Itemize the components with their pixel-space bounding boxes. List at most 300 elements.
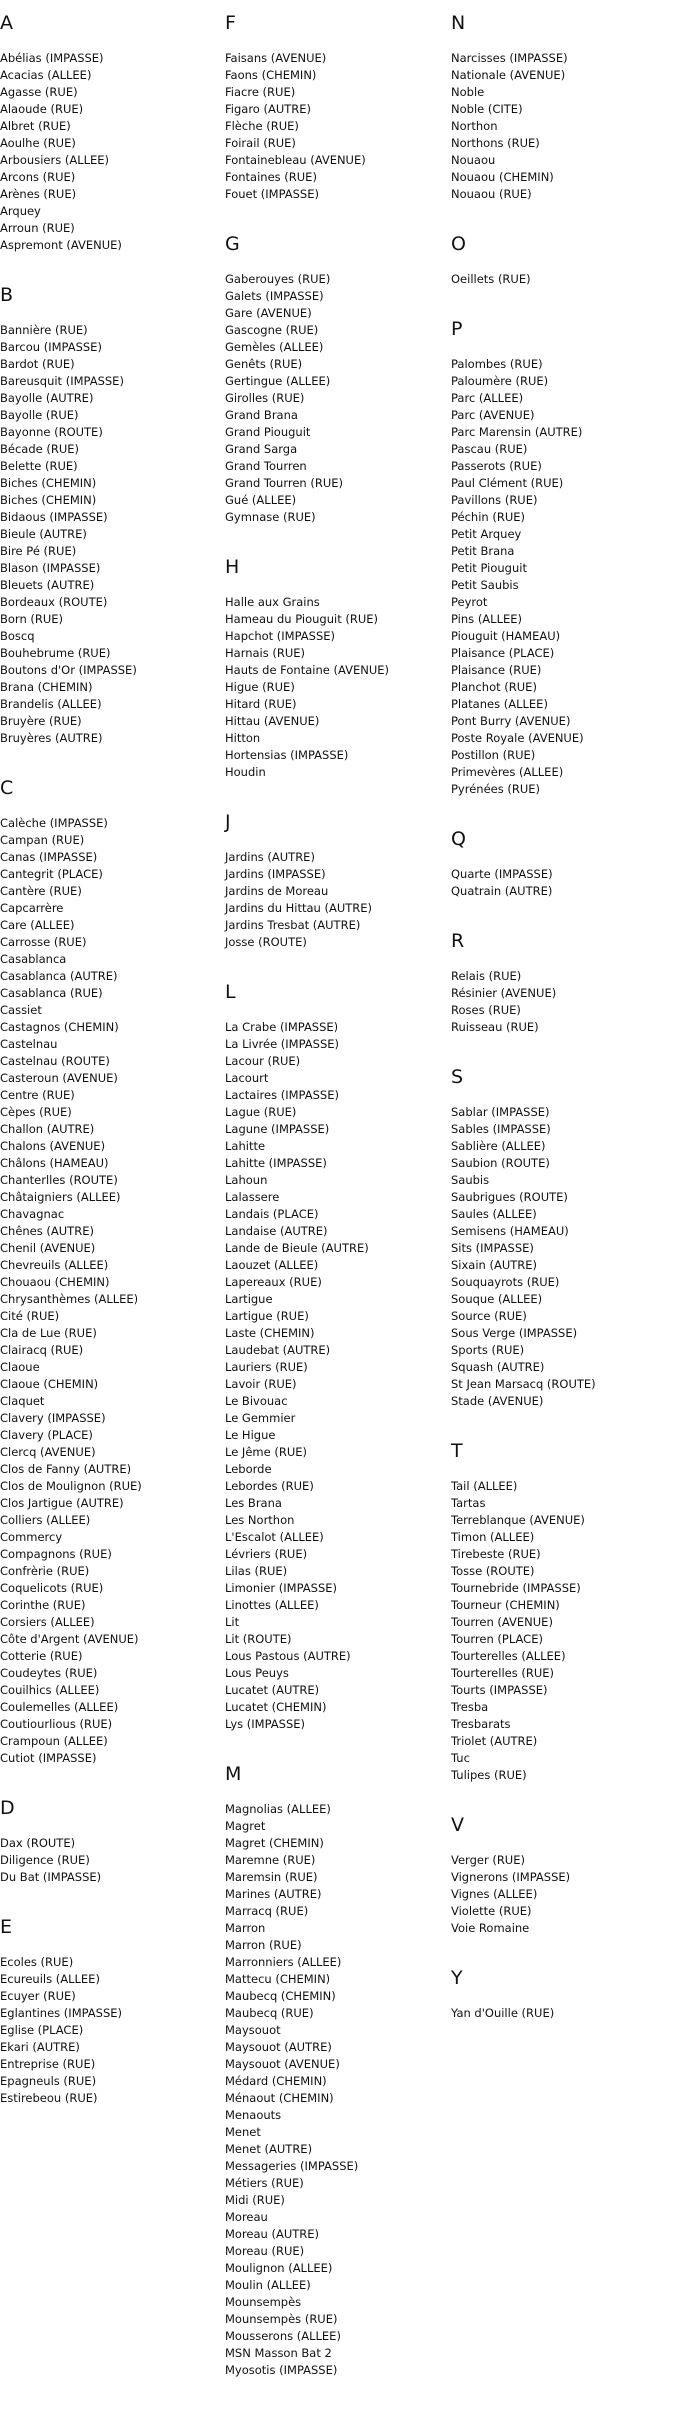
street-name: Aoulhe (RUE) xyxy=(0,136,76,150)
street-name: Gué (ALLEE) xyxy=(225,493,297,507)
index-column-2 xyxy=(225,12,435,2409)
section-letter-heading: B xyxy=(0,284,14,306)
street-name: Maubecq (CHEMIN) xyxy=(225,1989,336,2003)
street-name: Bareusquit (IMPASSE) xyxy=(0,374,124,388)
street-name: Halle aux Grains xyxy=(225,595,320,609)
street-name: St Jean Marsacq (ROUTE) xyxy=(451,1377,596,1391)
street-name: Grand Tourren xyxy=(225,459,307,473)
street-name: Cotterie (RUE) xyxy=(0,1649,83,1663)
street-list xyxy=(451,1478,661,1784)
section-letter-heading: F xyxy=(225,12,236,34)
street-name: Gaberouyes (RUE) xyxy=(225,272,331,286)
street-name: La Crabe (IMPASSE) xyxy=(225,1020,339,1034)
street-name: Calèche (IMPASSE) xyxy=(0,816,108,830)
street-name: Terreblanque (AVENUE) xyxy=(451,1513,585,1527)
street-name: Lavoir (RUE) xyxy=(225,1377,297,1391)
street-name: Jardins (AUTRE) xyxy=(225,850,315,864)
street-name: Lahitte (IMPASSE) xyxy=(225,1156,327,1170)
index-column-3 xyxy=(451,12,661,2052)
street-name: Fouet (IMPASSE) xyxy=(225,187,319,201)
street-name: Mattecu (CHEMIN) xyxy=(225,1972,331,1986)
street-name: Pont Burry (AVENUE) xyxy=(451,714,571,728)
street-list xyxy=(0,322,210,747)
street-name: Péchin (RUE) xyxy=(451,510,525,524)
street-name: Squash (AUTRE) xyxy=(451,1360,545,1374)
street-name: Nationale (AVENUE) xyxy=(451,68,566,82)
street-name: Pins (ALLEE) xyxy=(451,612,522,626)
street-list xyxy=(0,1835,210,1886)
street-name: Lévriers (RUE) xyxy=(225,1547,308,1561)
street-name: Tournebride (IMPASSE) xyxy=(451,1581,581,1595)
street-name: Maysouot xyxy=(225,2023,281,2037)
street-name: Girolles (RUE) xyxy=(225,391,305,405)
street-name: Semisens (HAMEAU) xyxy=(451,1224,569,1238)
street-name: Clercq (AVENUE) xyxy=(0,1445,96,1459)
section-letter-heading: Y xyxy=(451,1967,463,1989)
street-name: Peyrot xyxy=(451,595,488,609)
street-name: Lebordes (RUE) xyxy=(225,1479,314,1493)
street-name: Moulin (ALLEE) xyxy=(225,2278,311,2292)
street-name: Nouaou (RUE) xyxy=(451,187,532,201)
letter-section xyxy=(0,1797,210,1886)
street-name: Jardins Tresbat (AUTRE) xyxy=(225,918,361,932)
street-name: Arènes (RUE) xyxy=(0,187,77,201)
street-name: Brandelis (ALLEE) xyxy=(0,697,102,711)
street-name: Barcou (IMPASSE) xyxy=(0,340,102,354)
street-name: Tourts (IMPASSE) xyxy=(451,1683,548,1697)
street-name: Roses (RUE) xyxy=(451,1003,521,1017)
street-name: Petit Piouguit xyxy=(451,561,527,575)
street-name: Laouzet (ALLEE) xyxy=(225,1258,319,1272)
street-name: Genêts (RUE) xyxy=(225,357,303,371)
street-name: Poste Royale (AVENUE) xyxy=(451,731,584,745)
street-name: Bannière (RUE) xyxy=(0,323,88,337)
letter-section xyxy=(225,811,435,951)
street-name: Ekari (AUTRE) xyxy=(0,2040,80,2054)
street-name: Blason (IMPASSE) xyxy=(0,561,101,575)
street-name: Jardins du Hittau (AUTRE) xyxy=(225,901,373,915)
street-name: Bruyères (AUTRE) xyxy=(0,731,103,745)
street-name: Cla de Lue (RUE) xyxy=(0,1326,97,1340)
street-name: Faisans (AVENUE) xyxy=(225,51,327,65)
street-name: Castelnau (ROUTE) xyxy=(0,1054,110,1068)
street-name: Maysouot (AUTRE) xyxy=(225,2040,332,2054)
street-name: Lapereaux (RUE) xyxy=(225,1275,322,1289)
street-name: Bécade (RUE) xyxy=(0,442,80,456)
street-list xyxy=(451,1104,661,1410)
street-name: Hauts de Fontaine (AVENUE) xyxy=(225,663,389,677)
street-name: Alaoude (RUE) xyxy=(0,102,84,116)
street-name: Aspremont (AVENUE) xyxy=(0,238,122,252)
street-name: Moreau (RUE) xyxy=(225,2244,305,2258)
street-name: Campan (RUE) xyxy=(0,833,85,847)
street-name: Leborde xyxy=(225,1462,272,1476)
street-name: Boscq xyxy=(0,629,35,643)
street-name: Marracq (RUE) xyxy=(225,1904,309,1918)
street-name: Noble (CITE) xyxy=(451,102,523,116)
street-name: Saubrigues (ROUTE) xyxy=(451,1190,568,1204)
street-list xyxy=(451,271,661,288)
street-name: Vignerons (IMPASSE) xyxy=(451,1870,571,1884)
street-name: Casablanca (AUTRE) xyxy=(0,969,118,983)
street-list xyxy=(0,815,210,1767)
street-name: Lactaires (IMPASSE) xyxy=(225,1088,339,1102)
street-name: Lit (ROUTE) xyxy=(225,1632,292,1646)
street-name: Petit Saubis xyxy=(451,578,519,592)
street-name: Grand Piouguit xyxy=(225,425,311,439)
street-name: Planchot (RUE) xyxy=(451,680,537,694)
street-name: Challon (AUTRE) xyxy=(0,1122,95,1136)
street-name: Faons (CHEMIN) xyxy=(225,68,317,82)
street-name: Grand Sarga xyxy=(225,442,298,456)
street-name: Parc (AVENUE) xyxy=(451,408,535,422)
street-name: Boutons d'Or (IMPASSE) xyxy=(0,663,137,677)
street-name: Gascogne (RUE) xyxy=(225,323,319,337)
street-name: Ruisseau (RUE) xyxy=(451,1020,539,1034)
street-name: Paul Clément (RUE) xyxy=(451,476,564,490)
street-name: Foirail (RUE) xyxy=(225,136,296,150)
street-name: Souquayrots (RUE) xyxy=(451,1275,560,1289)
street-name: Capcarrère xyxy=(0,901,64,915)
street-name: Lous Pastous (AUTRE) xyxy=(225,1649,351,1663)
street-name: Ecuyer (RUE) xyxy=(0,1989,76,2003)
street-list xyxy=(225,50,435,203)
street-name: Tulipes (RUE) xyxy=(451,1768,527,1782)
street-name: Lauriers (RUE) xyxy=(225,1360,308,1374)
street-name: Centre (RUE) xyxy=(0,1088,75,1102)
street-name: Clos de Fanny (AUTRE) xyxy=(0,1462,132,1476)
street-name: Le Bivouac xyxy=(225,1394,288,1408)
street-name: Marines (AUTRE) xyxy=(225,1887,322,1901)
street-name: Parc (ALLEE) xyxy=(451,391,524,405)
street-name: Carrosse (RUE) xyxy=(0,935,87,949)
section-letter-heading: O xyxy=(451,233,466,255)
street-name: Limonier (IMPASSE) xyxy=(225,1581,338,1595)
street-name: Hitton xyxy=(225,731,261,745)
street-name: MSN Masson Bat 2 xyxy=(225,2346,332,2360)
street-name: Sablar (IMPASSE) xyxy=(451,1105,550,1119)
street-name: Ecoles (RUE) xyxy=(0,1955,74,1969)
street-name: Violette (RUE) xyxy=(451,1904,532,1918)
street-name: Lande de Bieule (AUTRE) xyxy=(225,1241,369,1255)
street-name: Tourren (AVENUE) xyxy=(451,1615,553,1629)
street-name: Dax (ROUTE) xyxy=(0,1836,76,1850)
street-name: Magret xyxy=(225,1819,266,1833)
street-name: Passerots (RUE) xyxy=(451,459,542,473)
section-letter-heading: L xyxy=(225,981,236,1003)
street-name: Arcons (RUE) xyxy=(0,170,76,184)
street-name: Platanes (ALLEE) xyxy=(451,697,548,711)
street-name: Plaisance (PLACE) xyxy=(451,646,555,660)
street-name: Cité (RUE) xyxy=(0,1309,60,1323)
street-name: Eglise (PLACE) xyxy=(0,2023,84,2037)
street-name: Sports (RUE) xyxy=(451,1343,525,1357)
street-name: Résinier (AVENUE) xyxy=(451,986,557,1000)
street-name: Le Higue xyxy=(225,1428,276,1442)
street-name: Sables (IMPASSE) xyxy=(451,1122,551,1136)
street-name: Menaouts xyxy=(225,2108,282,2122)
street-name: Casteroun (AVENUE) xyxy=(0,1071,118,1085)
street-name: Pyrénées (RUE) xyxy=(451,782,541,796)
street-list xyxy=(225,1801,435,2379)
letter-section xyxy=(451,930,661,1036)
street-name: Flèche (RUE) xyxy=(225,119,299,133)
street-name: Biches (CHEMIN) xyxy=(0,493,97,507)
street-name: Casablanca (RUE) xyxy=(0,986,103,1000)
street-name: Chenil (AVENUE) xyxy=(0,1241,96,1255)
street-name: Stade (AVENUE) xyxy=(451,1394,544,1408)
letter-section xyxy=(225,233,435,526)
letter-section xyxy=(451,1967,661,2022)
street-name: Maysouot (AVENUE) xyxy=(225,2057,340,2071)
street-name: Menet xyxy=(225,2125,261,2139)
street-name: Gertingue (ALLEE) xyxy=(225,374,331,388)
street-name: Fontaines (RUE) xyxy=(225,170,317,184)
street-name: Cèpes (RUE) xyxy=(0,1105,72,1119)
street-name: Arroun (RUE) xyxy=(0,221,75,235)
street-name: Tourterelles (RUE) xyxy=(451,1666,555,1680)
street-name: Chalons (AVENUE) xyxy=(0,1139,106,1153)
street-name: Plaisance (RUE) xyxy=(451,663,542,677)
street-name: Les Northon xyxy=(225,1513,295,1527)
letter-section xyxy=(225,981,435,1733)
street-name: Bleuets (AUTRE) xyxy=(0,578,95,592)
street-name: Marron (RUE) xyxy=(225,1938,302,1952)
street-name: Houdin xyxy=(225,765,266,779)
street-name: Timon (ALLEE) xyxy=(451,1530,535,1544)
street-name: Maremne (RUE) xyxy=(225,1853,316,1867)
section-letter-heading: S xyxy=(451,1066,464,1088)
street-name: Yan d'Ouille (RUE) xyxy=(451,2006,555,2020)
street-name: Care (ALLEE) xyxy=(0,918,75,932)
street-name: Diligence (RUE) xyxy=(0,1853,90,1867)
street-name: Magret (CHEMIN) xyxy=(225,1836,324,1850)
street-list xyxy=(225,594,435,781)
street-name: Lagune (IMPASSE) xyxy=(225,1122,330,1136)
street-name: Lucatet (AUTRE) xyxy=(225,1683,320,1697)
street-name: Cassiet xyxy=(0,1003,42,1017)
street-name: Quatrain (AUTRE) xyxy=(451,884,553,898)
letter-section xyxy=(0,12,210,254)
street-name: Tosse (ROUTE) xyxy=(451,1564,535,1578)
street-name: Mounsempès xyxy=(225,2295,302,2309)
street-name: Laste (CHEMIN) xyxy=(225,1326,315,1340)
street-name: Hittau (AVENUE) xyxy=(225,714,320,728)
street-name: Petit Arquey xyxy=(451,527,522,541)
letter-section xyxy=(0,284,210,747)
street-name: Chrysanthèmes (ALLEE) xyxy=(0,1292,139,1306)
street-name: Bayolle (RUE) xyxy=(0,408,79,422)
street-name: Arquey xyxy=(0,204,41,218)
section-letter-heading: H xyxy=(225,556,240,578)
street-name: Bieule (AUTRE) xyxy=(0,527,87,541)
street-name: Narcisses (IMPASSE) xyxy=(451,51,568,65)
street-name: Les Brana xyxy=(225,1496,282,1510)
street-name: Cutiot (IMPASSE) xyxy=(0,1751,97,1765)
street-name: Arbousiers (ALLEE) xyxy=(0,153,110,167)
letter-section xyxy=(451,828,661,900)
street-name: Higue (RUE) xyxy=(225,680,295,694)
street-list xyxy=(451,356,661,798)
street-list xyxy=(0,1954,210,2107)
street-name: Mousserons (ALLEE) xyxy=(225,2329,341,2343)
section-letter-heading: E xyxy=(0,1916,13,1938)
street-name: Gemèles (ALLEE) xyxy=(225,340,324,354)
street-name: Souque (ALLEE) xyxy=(451,1292,543,1306)
section-letter-heading: D xyxy=(0,1797,15,1819)
street-name: Primevères (ALLEE) xyxy=(451,765,564,779)
street-list xyxy=(451,968,661,1036)
street-name: Chênes (AUTRE) xyxy=(0,1224,94,1238)
street-name: Chavagnac xyxy=(0,1207,65,1221)
street-name: Coulemelles (ALLEE) xyxy=(0,1700,119,1714)
street-name: Clos Jartigue (AUTRE) xyxy=(0,1496,124,1510)
section-letter-heading: T xyxy=(451,1440,463,1462)
street-name: Quarte (IMPASSE) xyxy=(451,867,553,881)
street-list xyxy=(225,849,435,951)
street-name: Messageries (IMPASSE) xyxy=(225,2159,359,2173)
street-name: Castagnos (CHEMIN) xyxy=(0,1020,119,1034)
street-name: Landais (PLACE) xyxy=(225,1207,319,1221)
street-name: L'Escalot (ALLEE) xyxy=(225,1530,324,1544)
street-name: Commercy xyxy=(0,1530,63,1544)
street-name: Marron xyxy=(225,1921,266,1935)
street-name: Clos de Moulignon (RUE) xyxy=(0,1479,142,1493)
street-name: Moreau (AUTRE) xyxy=(225,2227,320,2241)
letter-section xyxy=(451,318,661,798)
section-letter-heading: G xyxy=(225,233,240,255)
street-name: Tuc xyxy=(451,1751,470,1765)
street-name: Biches (CHEMIN) xyxy=(0,476,97,490)
street-name: Compagnons (RUE) xyxy=(0,1547,112,1561)
street-name: Lys (IMPASSE) xyxy=(225,1717,306,1731)
street-name: Lartigue (RUE) xyxy=(225,1309,309,1323)
street-name: Coutiourlious (RUE) xyxy=(0,1717,113,1731)
street-name: Bayonne (ROUTE) xyxy=(0,425,103,439)
street-name: Voie Romaine xyxy=(451,1921,530,1935)
street-name: Lous Peuys xyxy=(225,1666,289,1680)
street-name: Entreprise (RUE) xyxy=(0,2057,96,2071)
letter-section xyxy=(451,1814,661,1937)
street-name: Métiers (RUE) xyxy=(225,2176,304,2190)
street-name: Ecureuils (ALLEE) xyxy=(0,1972,100,1986)
street-name: Côte d'Argent (AVENUE) xyxy=(0,1632,139,1646)
street-name: Oeillets (RUE) xyxy=(451,272,531,286)
street-list xyxy=(225,1019,435,1733)
street-name: Lague (RUE) xyxy=(225,1105,297,1119)
street-name: Midi (RUE) xyxy=(225,2193,285,2207)
letter-section xyxy=(225,12,435,203)
street-name: Gare (AVENUE) xyxy=(225,306,312,320)
street-name: Tourneur (CHEMIN) xyxy=(451,1598,560,1612)
street-name: Tirebeste (RUE) xyxy=(451,1547,541,1561)
street-name: Hitard (RUE) xyxy=(225,697,297,711)
street-name: Figaro (AUTRE) xyxy=(225,102,312,116)
letter-section xyxy=(225,1763,435,2379)
street-name: Chanterlles (ROUTE) xyxy=(0,1173,118,1187)
street-name: Laudebat (AUTRE) xyxy=(225,1343,331,1357)
street-name: Belette (RUE) xyxy=(0,459,78,473)
street-name: Saubis xyxy=(451,1173,490,1187)
street-list xyxy=(225,271,435,526)
street-name: Paloumère (RUE) xyxy=(451,374,549,388)
section-letter-heading: M xyxy=(225,1763,242,1785)
street-name: Abélias (IMPASSE) xyxy=(0,51,104,65)
street-name: Tourterelles (ALLEE) xyxy=(451,1649,566,1663)
street-name: Claoue (CHEMIN) xyxy=(0,1377,99,1391)
street-name: Northon xyxy=(451,119,498,133)
street-name: Lit xyxy=(225,1615,240,1629)
street-list xyxy=(0,50,210,254)
street-name: Lacourt xyxy=(225,1071,269,1085)
street-name: Bayolle (AUTRE) xyxy=(0,391,94,405)
street-name: Epagneuls (RUE) xyxy=(0,2074,97,2088)
street-name: Tourren (PLACE) xyxy=(451,1632,543,1646)
street-name: Tresba xyxy=(451,1700,489,1714)
street-name: Galets (IMPASSE) xyxy=(225,289,324,303)
street-name: Tail (ALLEE) xyxy=(451,1479,518,1493)
street-list xyxy=(451,50,661,203)
street-list xyxy=(451,1852,661,1937)
street-name: Noble xyxy=(451,85,485,99)
street-name: Châtaigniers (ALLEE) xyxy=(0,1190,121,1204)
street-name: Coquelicots (RUE) xyxy=(0,1581,104,1595)
street-name: Bruyère (RUE) xyxy=(0,714,82,728)
street-name: Sablière (ALLEE) xyxy=(451,1139,546,1153)
section-letter-heading: P xyxy=(451,318,463,340)
section-letter-heading: A xyxy=(0,12,13,34)
street-name: Estirebeou (RUE) xyxy=(0,2091,98,2105)
street-name: Pavillons (RUE) xyxy=(451,493,538,507)
street-name: Chouaou (CHEMIN) xyxy=(0,1275,110,1289)
index-column-1 xyxy=(0,12,210,2137)
street-name: Lartigue xyxy=(225,1292,273,1306)
street-name: Du Bat (IMPASSE) xyxy=(0,1870,102,1884)
street-name: Sous Verge (IMPASSE) xyxy=(451,1326,578,1340)
street-name: Hameau du Piouguit (RUE) xyxy=(225,612,379,626)
street-list xyxy=(451,2005,661,2022)
street-name: Hortensias (IMPASSE) xyxy=(225,748,349,762)
street-name: Marronniers (ALLEE) xyxy=(225,1955,342,1969)
street-name: Bidaous (IMPASSE) xyxy=(0,510,108,524)
street-name: Myosotis (IMPASSE) xyxy=(225,2363,338,2377)
street-name: Linottes (ALLEE) xyxy=(225,1598,319,1612)
street-name: Chevreuils (ALLEE) xyxy=(0,1258,109,1272)
street-name: Source (RUE) xyxy=(451,1309,527,1323)
street-name: Confrèrie (RUE) xyxy=(0,1564,90,1578)
street-name: Maubecq (RUE) xyxy=(225,2006,314,2020)
street-name: Lacour (RUE) xyxy=(225,1054,301,1068)
letter-section xyxy=(451,1440,661,1784)
street-name: Cantère (RUE) xyxy=(0,884,82,898)
street-name: Le Jême (RUE) xyxy=(225,1445,307,1459)
street-name: Menet (AUTRE) xyxy=(225,2142,313,2156)
street-name: Acacias (ALLEE) xyxy=(0,68,92,82)
street-name: Northons (RUE) xyxy=(451,136,540,150)
street-name: Harnais (RUE) xyxy=(225,646,306,660)
street-name: Colliers (ALLEE) xyxy=(0,1513,91,1527)
street-name: Clairacq (RUE) xyxy=(0,1343,84,1357)
street-name: Bardot (RUE) xyxy=(0,357,75,371)
street-name: Magnolias (ALLEE) xyxy=(225,1802,331,1816)
street-name: Maremsin (RUE) xyxy=(225,1870,318,1884)
street-name: Ménaout (CHEMIN) xyxy=(225,2091,334,2105)
street-name: Grand Brana xyxy=(225,408,298,422)
street-name: Clavery (IMPASSE) xyxy=(0,1411,106,1425)
street-name: Tartas xyxy=(451,1496,486,1510)
street-name: Castelnau xyxy=(0,1037,58,1051)
street-name: Jardins de Moreau xyxy=(225,884,329,898)
